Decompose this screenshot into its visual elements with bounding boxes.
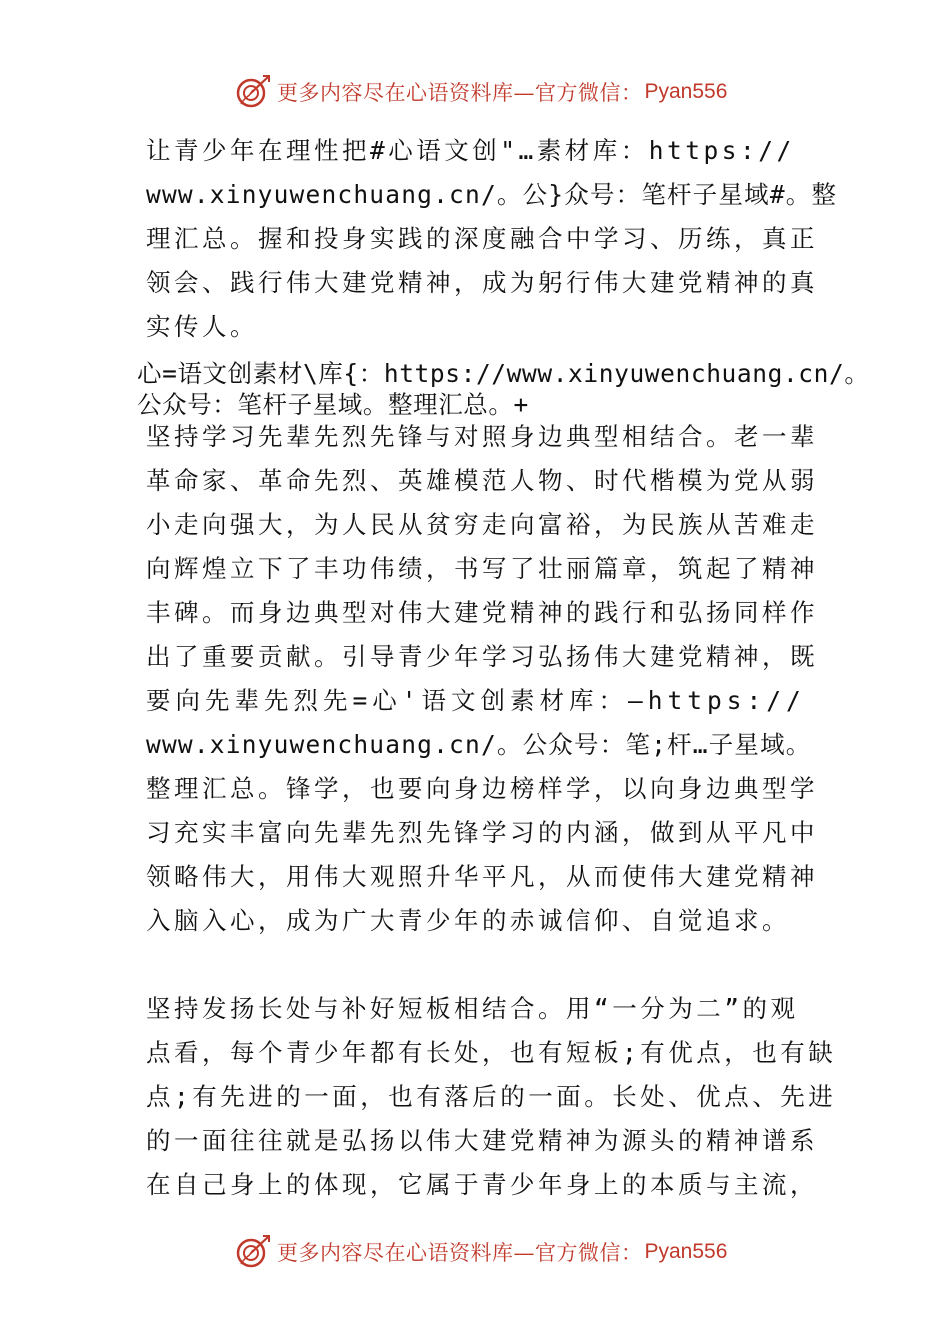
text-line: www.xinyuwenchuang.cn/。公众号：笔;杆…子星域。 bbox=[146, 730, 812, 759]
text-line: 丰碑。而身边典型对伟大建党精神的践行和弘扬同样作 bbox=[146, 598, 818, 627]
text-line: 理汇总。握和投身实践的深度融合中学习、历练，真正 bbox=[146, 224, 818, 253]
header-banner bbox=[0, 72, 950, 112]
text-line: 让青少年在理性把#心语文创"…素材库：https:// bbox=[146, 136, 795, 165]
footer-banner bbox=[0, 1232, 950, 1272]
text-line: 整理汇总。锋学，也要向身边榜样学，以向身边典型学 bbox=[146, 774, 818, 803]
text-line: 在自己身上的体现，它属于青少年身上的本质与主流， bbox=[146, 1170, 818, 1199]
text-line: 要向先辈先烈先=心'语文创素材库：—https:// bbox=[146, 686, 806, 715]
header-banner-text: 更多内容尽在心语资料库—官方微信： bbox=[277, 81, 643, 105]
text-line: 向辉煌立下了丰功伟绩，书写了壮丽篇章，筑起了精神 bbox=[146, 554, 818, 583]
text-line: 革命家、革命先烈、英雄模范人物、时代楷模为党从弱 bbox=[146, 466, 818, 495]
header-wechat-id: Pyan556 bbox=[644, 80, 728, 103]
text-line: 领略伟大，用伟大观照升华平凡，从而使伟大建党精神 bbox=[146, 862, 818, 891]
header-banner-content bbox=[235, 72, 727, 112]
footer-banner-content bbox=[235, 1232, 727, 1272]
text-line: 点看，每个青少年都有长处，也有短板;有优点，也有缺 bbox=[146, 1038, 837, 1067]
text-line: www.xinyuwenchuang.cn/。公}众号：笔杆子星域#。整 bbox=[146, 180, 838, 209]
text-line: 点;有先进的一面，也有落后的一面。长处、优点、先进 bbox=[146, 1082, 837, 1111]
text-line: 坚持学习先辈先烈先锋与对照身边典型相结合。老一辈 bbox=[146, 422, 818, 451]
brand-logo-icon bbox=[235, 1234, 271, 1270]
text-line: 坚持发扬长处与补好短板相结合。用“一分为二”的观 bbox=[146, 994, 799, 1023]
text-line: 的一面往往就是弘扬以伟大建党精神为源头的精神谱系 bbox=[146, 1126, 818, 1155]
brand-logo-icon bbox=[235, 74, 271, 110]
text-line: 领会、践行伟大建党精神，成为躬行伟大建党精神的真 bbox=[146, 268, 818, 297]
text-line: 出了重要贡献。引导青少年学习弘扬伟大建党精神，既 bbox=[146, 642, 818, 671]
text-line: 入脑入心，成为广大青少年的赤诚信仰、自觉追求。 bbox=[146, 906, 790, 935]
text-line: 公众号：笔杆子星域。整理汇总。+ bbox=[137, 390, 529, 419]
text-line: 习充实丰富向先辈先烈先锋学习的内涵，做到从平凡中 bbox=[146, 818, 818, 847]
text-line: 心=语文创素材\库{：https://www.xinyuwenchuang.cn/。 bbox=[137, 359, 870, 388]
text-line: 实传人。 bbox=[146, 312, 258, 341]
footer-banner-text: 更多内容尽在心语资料库—官方微信： bbox=[277, 1241, 643, 1265]
footer-wechat-id: Pyan556 bbox=[644, 1240, 728, 1263]
text-line: 小走向强大，为人民从贫穷走向富裕，为民族从苦难走 bbox=[146, 510, 818, 539]
